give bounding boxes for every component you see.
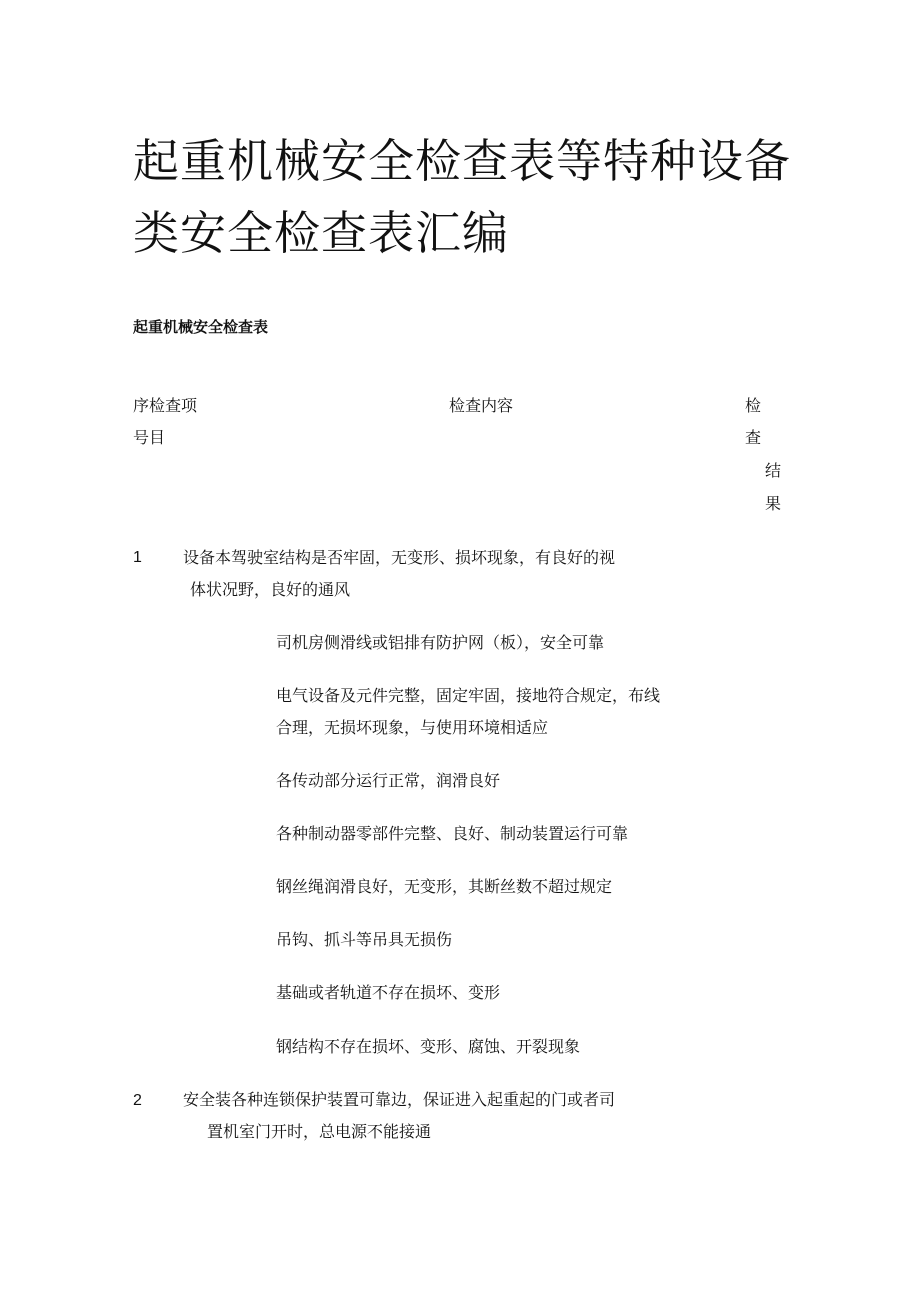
- row-content-line-2: 置机室门开时，总电源不能接通: [207, 1122, 432, 1141]
- row-content-line-2: 合理，无损坏现象，与使用环境相适应: [276, 718, 549, 737]
- row-content-line-1: 吊钩、抓斗等吊具无损伤: [276, 930, 453, 949]
- document-title-line-2: 类安全检查表汇编: [133, 206, 509, 260]
- header-content: 检查内容: [449, 396, 514, 415]
- row-number: 2: [133, 1092, 142, 1109]
- header-result-char: 结: [765, 461, 782, 480]
- row-content-line-1: 司机房侧滑线或铝排有防护网（板），安全可靠: [276, 633, 605, 652]
- row-content-line-1: 各传动部分运行正常，润滑良好: [276, 771, 501, 790]
- header-seq-item-line-2: 号目: [133, 428, 166, 447]
- row-content-line-1: 安全装各种连锁保护装置可靠边，保证进入起重起的门或者司: [183, 1090, 616, 1109]
- document-title-line-1: 起重机械安全检查表等特种设备: [133, 134, 791, 188]
- header-result-char: 果: [765, 494, 782, 513]
- row-content-line-1: 基础或者轨道不存在损坏、变形: [276, 983, 501, 1002]
- row-number: 1: [133, 549, 142, 566]
- header-result-char: 查: [745, 428, 762, 447]
- row-content-line-1: 钢结构不存在损坏、变形、腐蚀、开裂现象: [276, 1037, 581, 1056]
- row-content-line-1: 设备本驾驶室结构是否牢固，无变形、损坏现象，有良好的视: [183, 548, 616, 567]
- row-content-line-1: 电气设备及元件完整，固定牢固，接地符合规定，布线: [276, 686, 661, 705]
- row-content-line-1: 各种制动器零部件完整、良好、制动装置运行可靠: [276, 824, 629, 843]
- row-content-line-2: 体状况野，良好的通风: [190, 580, 351, 599]
- section-subtitle: 起重机械安全检查表: [133, 318, 269, 336]
- header-seq-item-line-1: 序检查项: [133, 396, 198, 415]
- row-content-line-1: 钢丝绳润滑良好，无变形，其断丝数不超过规定: [276, 877, 613, 896]
- header-result-char: 检: [745, 396, 762, 415]
